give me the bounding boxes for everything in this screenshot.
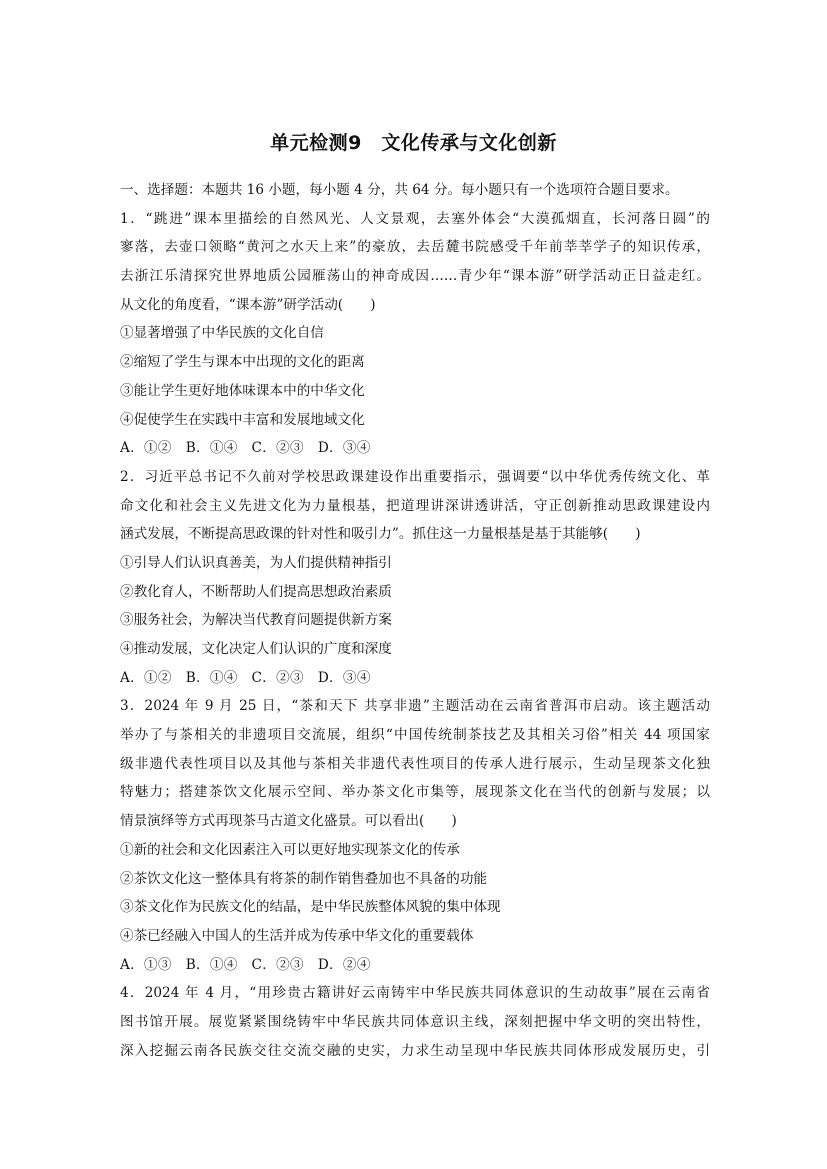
answer-options: A．①③ B．①④ C．②③ D．②④ [120,956,371,973]
question-stem-line: 1．“跳进”课本里描绘的自然风光、人文景观，去塞外体会“大漠孤烟直，长河落日圆”的 [120,210,710,227]
statement-item: ③茶文化作为民族文化的结晶，是中华民族整体风貌的集中体现 [120,899,501,916]
statement-item: ②茶饮文化这一整体具有将茶的制作销售叠加也不具备的功能 [120,870,488,887]
question-2 [120,463,710,693]
question-stem-line: 寥落，去壶口领略“黄河之水天上来”的豪放，去岳麓书院感受千年前莘莘学子的知识传承， [120,239,710,256]
question-stem-line: 特魅力；搭建茶饮文化展示空间、举办茶文化市集等，展现茶文化在当代的创新与发展；以 [120,784,710,801]
statement-item: ③能让学生更好地体味课本中的中华文化 [120,382,365,399]
page-title: 单元检测9 文化传承与文化创新 [270,132,557,154]
question-4 [120,979,710,1065]
statement-item: ②缩短了学生与课本中出现的文化的距离 [120,354,365,371]
question-stem-line: 2．习近平总书记不久前对学校思政课建设作出重要指示，强调要“以中华优秀传统文化、革 [120,468,710,485]
statement-item: ①引导人们认识真善美，为人们提供精神指引 [120,554,392,571]
question-stem-line: 去浙江乐清探究世界地质公园雁荡山的神奇成因……青少年“课本游”研学活动正日益走红。 [120,268,710,285]
question-3 [120,692,710,979]
exam-content [120,176,710,1065]
question-stem-line: 3．2024 年 9 月 25 日，“茶和天下 共享非遗”主题活动在云南省普洱市启动。该主题活动 [120,698,710,715]
statement-item: ④推动发展，文化决定人们认识的广度和深度 [120,641,392,657]
statement-item: ①显著增强了中华民族的文化自信 [120,325,324,342]
question-stem-line: 情景演绎等方式再现茶马古道文化盛景。可以看出( ) [120,813,457,830]
statement-item: ③服务社会，为解决当代教育问题提供新方案 [120,612,392,629]
statement-item: ①新的社会和文化因素注入可以更好地实现茶文化的传承 [120,841,460,858]
statement-item: ④茶已经融入中国人的生活并成为传承中华文化的重要载体 [120,927,474,944]
statement-item: ②教化育人，不断帮助人们提高思想政治素质 [120,583,392,600]
question-1 [120,205,710,463]
question-stem-line: 深入挖掘云南各民族交往交流交融的史实，力求生动呈现中华民族共同体形成发展历史，引 [120,1042,710,1059]
question-stem-line: 级非遗代表性项目以及其他与茶相关非遗代表性项目的传承人进行展示，生动呈现茶文化独 [120,755,710,772]
statement-item: ④促使学生在实践中丰富和发展地域文化 [120,411,365,428]
question-stem-line: 举办了与茶相关的非遗项目交流展，组织“中国传统制茶技艺及其相关习俗”相关 44 项国家 [120,727,710,744]
question-stem-line: 从文化的角度看，“课本游”研学活动( ) [120,296,376,313]
answer-options: A．①② B．①④ C．②③ D．③④ [120,669,371,686]
question-stem-line: 涵式发展，不断提高思政课的针对性和吸引力”。抓住这一力量根基是基于其能够( ) [120,526,641,543]
question-stem-line: 4．2024 年 4 月，“用珍贵古籍讲好云南铸牢中华民族共同体意识的生动故事”展在云南省 [120,985,710,1002]
answer-options: A．①② B．①④ C．②③ D．③④ [120,440,371,457]
question-stem-line: 命文化和社会主义先进文化为力量根基，把道理讲深讲透讲活，守正创新推动思政课建设内 [120,497,710,514]
question-stem-line: 图书馆开展。展览紧紧围绕铸牢中华民族共同体意识主线，深刻把握中华文明的突出特性， [120,1013,710,1030]
section-heading: 一、选择题：本题共 16 小题，每小题 4 分，共 64 分。每小题只有一个选项符合题目要求。 [120,182,679,198]
